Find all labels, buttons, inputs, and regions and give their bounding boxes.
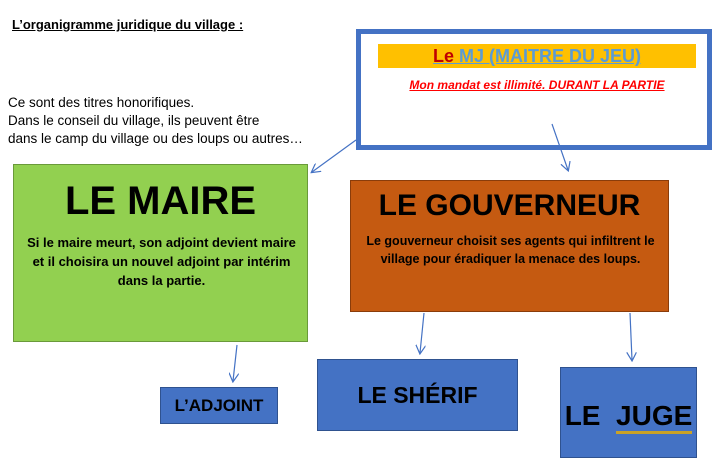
arrow-mj-to-maire: [312, 140, 356, 172]
juge-label-prefix: LE: [564, 399, 609, 431]
mj-subtitle: Mon mandat est illimité. DURANT LA PARTIE: [409, 78, 665, 92]
sherif-label: LE SHÉRIF: [357, 381, 478, 408]
page-title: L’organigramme juridique du village :: [12, 17, 244, 32]
arrow-mj-to-gouverneur: [552, 124, 568, 170]
gouverneur-description: Le gouverneur choisit ses agents qui infiltrent le village pour éradiquer la menace des loups.: [366, 234, 655, 266]
arrow-gouverneur-to-sherif: [420, 313, 424, 353]
maire-description: Si le maire meurt, son adjoint devient maire et il choisira un nouvel adjoint par intérim dans la partie.: [27, 235, 296, 288]
intro-line: Ce sont des titres honorifiques.: [8, 95, 195, 110]
intro-line: dans le camp du village ou des loups ou autres…: [8, 131, 303, 146]
mj-title-rest: MJ (MAITRE DU JEU): [454, 46, 642, 66]
maire-title: LE MAIRE: [64, 179, 257, 223]
arrow-gouverneur-to-juge: [630, 313, 632, 360]
juge-label-word: JUGE: [616, 399, 693, 431]
arrow-maire-to-adjoint: [233, 345, 237, 381]
intro-line: Dans le conseil du village, ils peuvent être: [8, 113, 260, 128]
mj-title-prefix: Le: [432, 46, 454, 66]
adjoint-label: L’ADJOINT: [174, 395, 264, 415]
gouverneur-title: LE GOUVERNEUR: [378, 189, 641, 222]
